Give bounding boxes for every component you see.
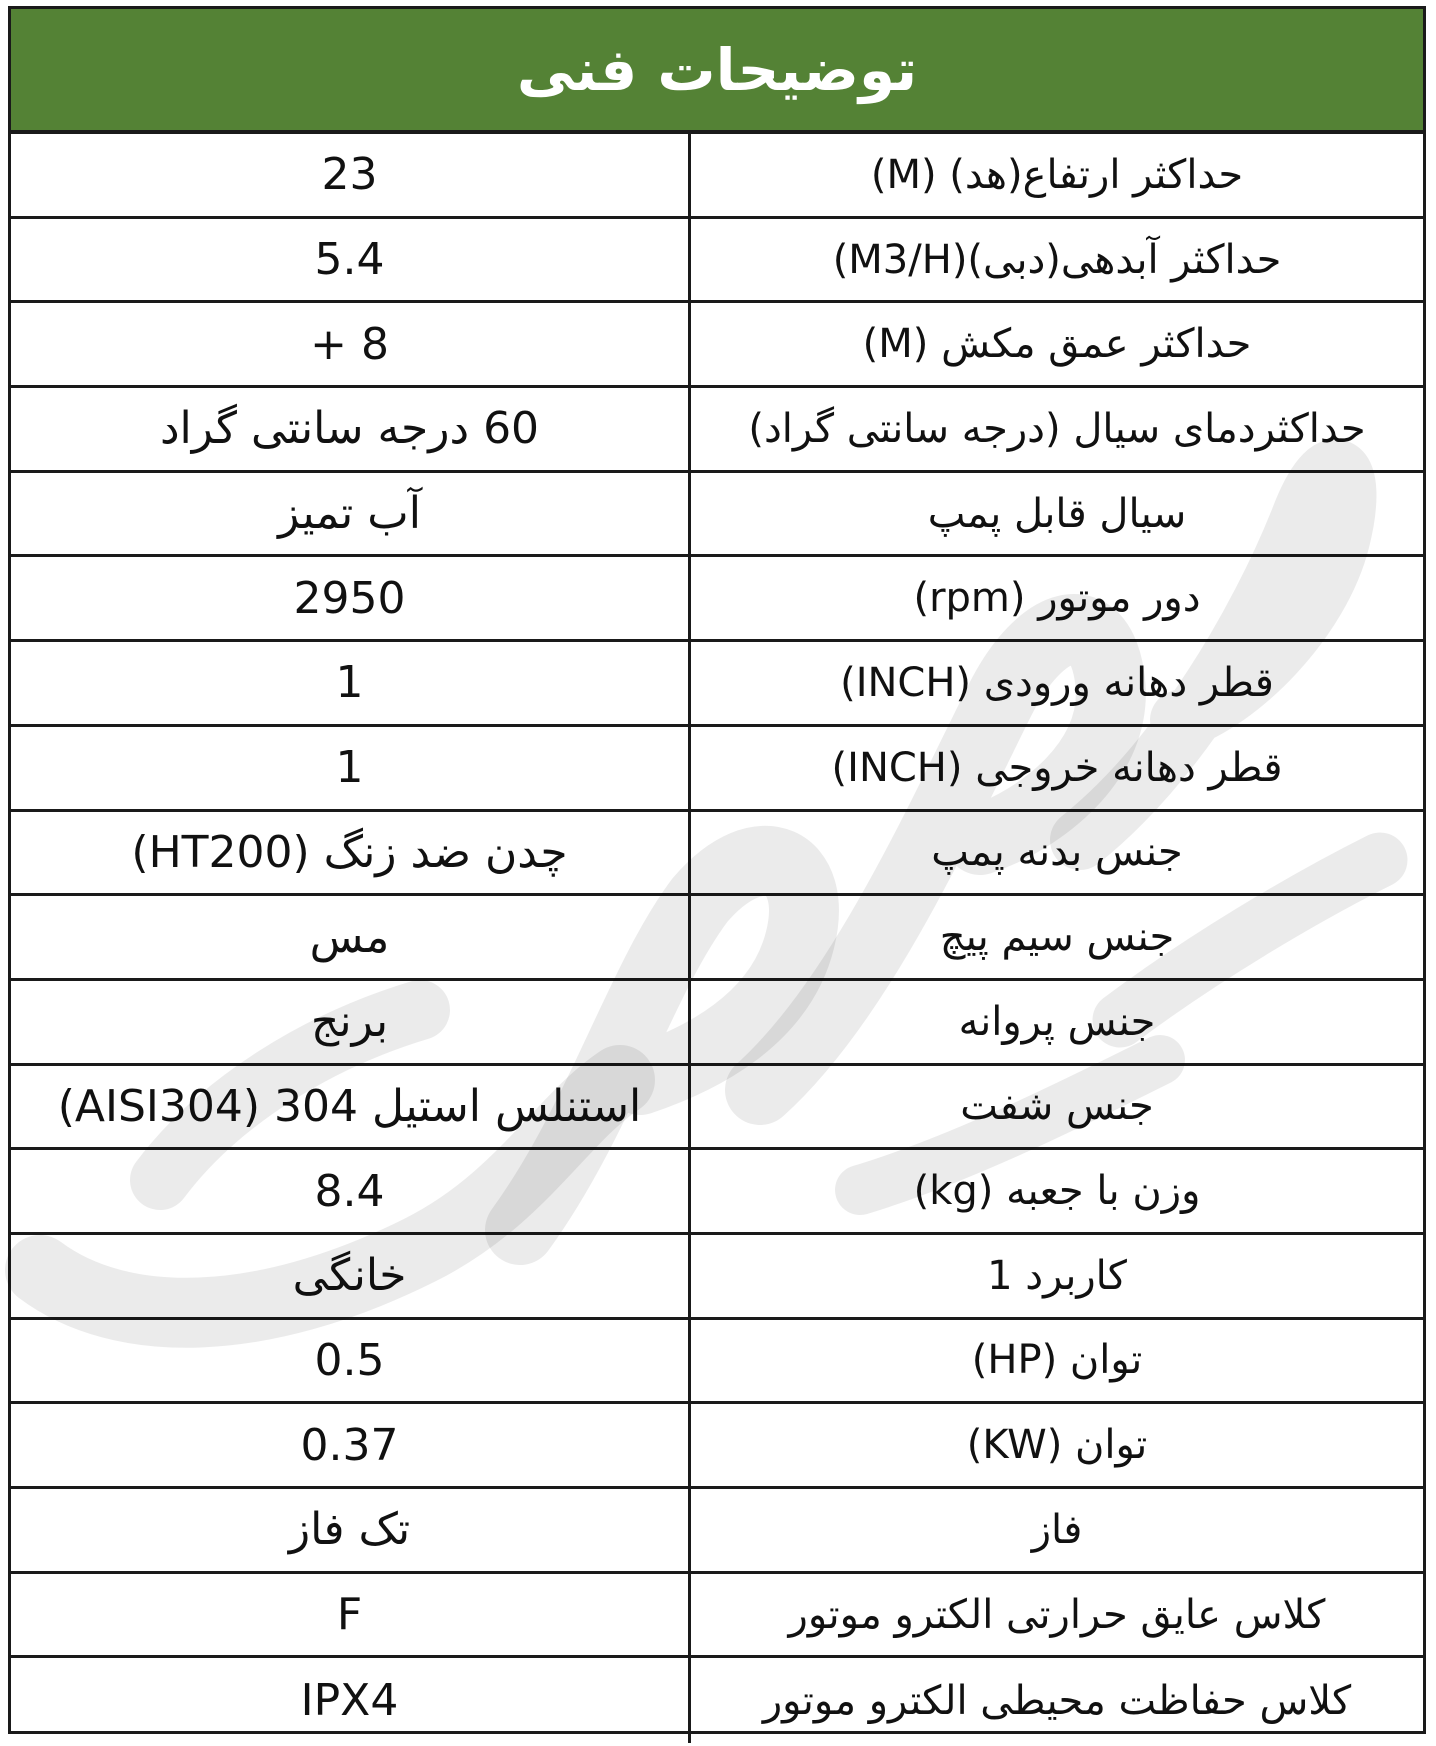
table-body <box>11 134 1423 1743</box>
table-row <box>11 219 1423 304</box>
spec-label: حداکثر ارتفاع(هد) (M) <box>870 151 1244 198</box>
table-row <box>11 1658 1423 1743</box>
spec-value: 0.37 <box>11 1404 691 1486</box>
table-title: توضیحات فنی <box>516 35 918 104</box>
spec-value: آب تمیز <box>11 473 691 555</box>
spec-label: حداکثر آبدهی(دبی)(M3/H) <box>832 236 1282 283</box>
table-row <box>11 727 1423 812</box>
spec-label: حداکثر عمق مکش (M) <box>862 321 1252 368</box>
spec-label: جنس پروانه <box>958 998 1156 1045</box>
spec-value: خانگی <box>11 1235 691 1317</box>
spec-value: F <box>11 1574 691 1656</box>
spec-value: 5.4 <box>11 219 691 301</box>
table-row <box>11 473 1423 558</box>
spec-label: کلاس حفاظت محیطی الکترو موتور <box>762 1677 1352 1724</box>
table-row <box>11 557 1423 642</box>
spec-label: قطر دهانه ورودی (INCH) <box>840 659 1274 706</box>
spec-value: 8.4 <box>11 1150 691 1232</box>
table-header <box>11 9 1423 134</box>
spec-value: چدن ضد زنگ (HT200) <box>11 812 691 894</box>
spec-value: استنلس استیل 304 (AISI304) <box>11 1066 691 1148</box>
spec-label: سیال قابل پمپ <box>927 490 1187 537</box>
spec-value: تک فاز <box>11 1489 691 1571</box>
spec-value: 1 <box>11 727 691 809</box>
spec-label: فاز <box>1031 1506 1083 1553</box>
spec-label: کاربرد 1 <box>987 1252 1127 1299</box>
spec-label: کلاس عایق حرارتی الکترو موتور <box>788 1591 1326 1638</box>
spec-label: جنس شفت <box>960 1083 1154 1130</box>
table-row <box>11 642 1423 727</box>
table-row <box>11 1150 1423 1235</box>
spec-label: دور موتور (rpm) <box>913 575 1201 622</box>
spec-value: IPX4 <box>11 1658 691 1743</box>
table-row <box>11 1574 1423 1659</box>
table-row <box>11 1066 1423 1151</box>
spec-value: 0.5 <box>11 1320 691 1402</box>
table-row <box>11 812 1423 897</box>
table-row <box>11 981 1423 1066</box>
spec-label: جنس سیم پیچ <box>939 914 1175 961</box>
table-row <box>11 1320 1423 1405</box>
spec-value: برنج <box>11 981 691 1063</box>
spec-label: قطر دهانه خروجی (INCH) <box>831 744 1283 791</box>
spec-table <box>8 6 1426 1734</box>
spec-value: 23 <box>11 134 691 216</box>
spec-value: 60 درجه سانتی گراد <box>11 388 691 470</box>
table-row <box>11 1489 1423 1574</box>
spec-label: توان (KW) <box>966 1422 1148 1469</box>
table-row <box>11 303 1423 388</box>
spec-value: مس <box>11 896 691 978</box>
spec-label: جنس بدنه پمپ <box>931 829 1183 876</box>
spec-label: وزن با جعبه (kg) <box>913 1168 1201 1215</box>
spec-value: 2950 <box>11 557 691 639</box>
spec-value: 8 + <box>11 303 691 385</box>
table-row <box>11 388 1423 473</box>
spec-label: توان (HP) <box>971 1337 1143 1384</box>
spec-value: 1 <box>11 642 691 724</box>
table-row <box>11 896 1423 981</box>
table-row <box>11 1404 1423 1489</box>
table-row <box>11 1235 1423 1320</box>
spec-label: حداکثردمای سیال (درجه سانتی گراد) <box>748 405 1366 452</box>
table-row <box>11 134 1423 219</box>
